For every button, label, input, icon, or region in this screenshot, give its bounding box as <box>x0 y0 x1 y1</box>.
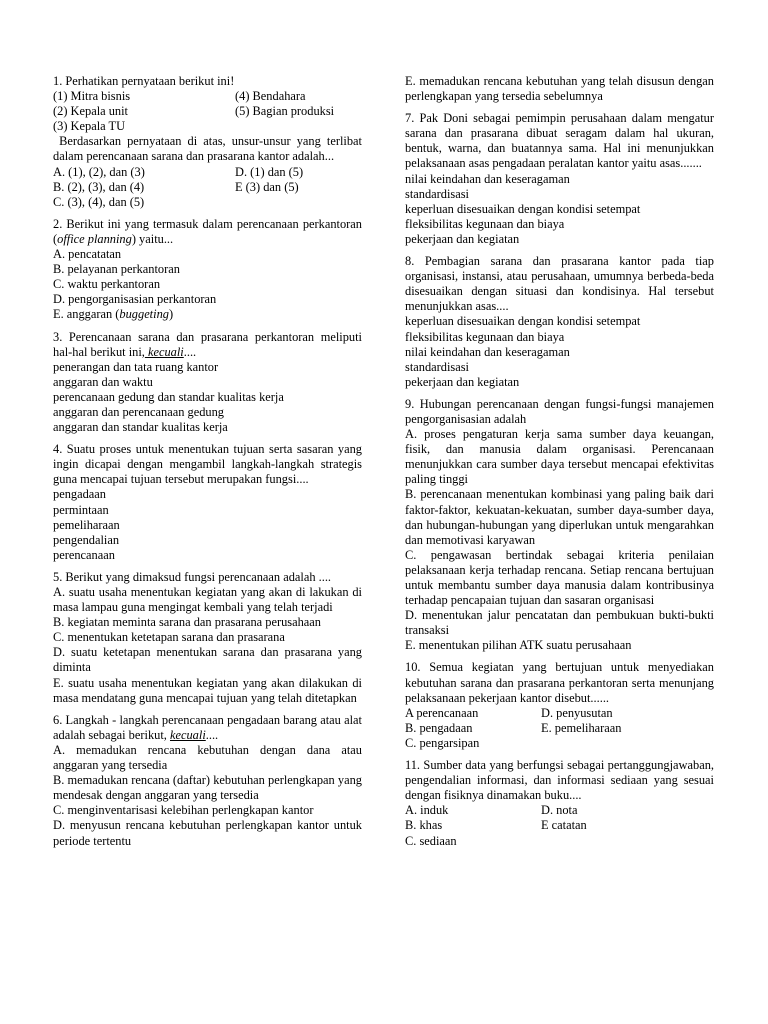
option-text: E. anggaran ( <box>53 307 120 322</box>
option-item: D. pengorganisasian perkantoran <box>53 292 217 307</box>
stem-text: .... <box>183 344 197 359</box>
question-6 <box>53 713 362 849</box>
option-item: D. menyusun rencana kebutuhan perlengkapan kantor untuk periode tertentu <box>53 818 362 848</box>
option-item: C. menentukan ketetapan sarana dan prasarana <box>53 630 285 645</box>
question-8 <box>405 254 714 390</box>
question-stem: 8. Pembagian sarana dan prasarana kantor pada tiap organisasi, instansi, atau perusahaan, umumnya berbeda-beda disesuaikan dengan situasi dan kondisinya. Hal tersebut menunjukkan asas.... <box>405 254 714 314</box>
option-item: anggaran dan standar kualitas kerja <box>53 420 228 435</box>
option-item: perencanaan <box>53 547 115 562</box>
option-item: D. nota <box>541 803 578 818</box>
option-item: B. memadukan rencana (daftar) kebutuhan perlengkapan yang mendesak dengan anggaran yang tersedia <box>53 773 362 803</box>
left-column <box>53 74 366 856</box>
question-stem <box>53 330 362 360</box>
option-item <box>541 736 714 751</box>
option-item: pekerjaan dan kegiatan <box>405 231 520 246</box>
option-item: nilai keindahan dan keseragaman <box>405 344 570 359</box>
option-item: pekerjaan dan kegiatan <box>405 374 520 389</box>
option-item: E. pemeliharaan <box>541 720 622 735</box>
option-item: pengadaan <box>53 487 106 502</box>
option-item: A. suatu usaha menentukan kegiatan yang akan di lakukan di masa lampau guna mengingat kembali yang telah terjadi <box>53 585 362 615</box>
option-item: A. (1), (2), dan (3) <box>53 164 145 179</box>
option-item: pemeliharaan <box>53 517 120 532</box>
option-item: E. memadukan rencana kebutuhan yang telah disusun dengan perlengkapan yang tersedia sebelumnya <box>405 74 714 104</box>
question-11 <box>405 758 714 849</box>
option-item: B. khas <box>405 818 443 833</box>
question-7 <box>405 111 714 247</box>
option-item: perencanaan gedung dan standar kualitas kerja <box>53 389 284 404</box>
stem-italic-term: office planning <box>57 231 132 246</box>
option-item: C. (3), (4), dan (5) <box>53 194 145 209</box>
question-stem: 7. Pak Doni sebagai pemimpin perusahaan dalam mengatur sarana dan prasarana dibuat seragam dalam hal ukuran, bentuk, warna, dan buatannya sama. Hal ini menunjukkan pelaksanaan asas pengadaan peralatan kantor yaitu asas....... <box>405 111 714 171</box>
option-item: E. menentukan pilihan ATK suatu perusahaan <box>405 638 632 653</box>
option-item: D. suatu ketetapan menentukan sarana dan prasarana yang diminta <box>53 645 362 675</box>
statement-item: (4) Bendahara <box>235 89 306 104</box>
option-item: C. pengawasan bertindak sebagai kriteria penilaian pelaksanaan kerja terhadap rencana. Setiap rencana bertujuan untuk membantu sumber daya manusia dalam kontribusinya terhadap pencapaian tujuan dan sasaran organisasi <box>405 547 714 608</box>
stem-text: ) yaitu... <box>131 231 174 246</box>
statement-list <box>53 89 362 134</box>
question-4 <box>53 442 362 563</box>
option-item: keperluan disesuaikan dengan kondisi setempat <box>405 314 641 329</box>
option-item: A. proses pengaturan kerja sama sumber daya keuangan, fisik, dan manusia dalam organisasi. Perencanaan menunjukkan cara sumber daya tersebut mencapai efektivitas paling tinggi <box>405 427 714 487</box>
option-item: nilai keindahan dan keseragaman <box>405 171 570 186</box>
option-item: B. (2), (3), dan (4) <box>53 179 145 194</box>
question-stem: 11. Sumber data yang berfungsi sebagai pertanggungjawaban, pengendalian informasi, dan informasi sediaan yang sesuai dengan fisiknya dinamakan buku.... <box>405 758 714 803</box>
question-3 <box>53 330 362 436</box>
question-stem: 4. Suatu proses untuk menentukan tujuan serta sasaran yang ingin dicapai dengan mengambil langkah-langkah strategis guna mencapai tujuan tersebut merupakan fungsi.... <box>53 442 362 487</box>
question-9 <box>405 397 714 654</box>
statement-item <box>235 119 362 134</box>
option-text: ) <box>168 307 174 322</box>
option-item: fleksibilitas kegunaan dan biaya <box>405 216 565 231</box>
option-item: pengendalian <box>53 532 120 547</box>
option-item: D. penyusutan <box>541 705 613 720</box>
option-item <box>235 195 362 210</box>
option-item: D. menentukan jalur pencatatan dan pembukuan bukti-bukti transaksi <box>405 608 714 638</box>
option-item: anggaran dan perencanaan gedung <box>53 404 224 419</box>
option-item: B. pelayanan perkantoran <box>53 262 180 277</box>
option-item: keperluan disesuaikan dengan kondisi setempat <box>405 201 641 216</box>
right-column <box>405 74 714 856</box>
option-list <box>405 706 714 751</box>
option-item: A perencanaan <box>405 705 479 720</box>
option-item: D. (1) dan (5) <box>235 164 304 179</box>
stem-text: 6. Langkah - langkah perencanaan pengadaan barang atau alat adalah sebagai berikut, <box>53 712 362 742</box>
question-stem: 1. Perhatikan pernyataan berikut ini! <box>53 74 235 88</box>
question-stem: 10. Semua kegiatan yang bertujuan untuk menyediakan kebutuhan sarana dan prasarana perkantoran serta menunjang pelaksanaan pekerjaan kantor disebut...... <box>405 660 714 705</box>
option-item: B. perencanaan menentukan kombinasi yang paling baik dari faktor-faktor, kekuatan-kekuatan, sumber daya-sumber daya, dan hubungan-hubungan yang diperlukan untuk mengarahkan dan memotivasi karyawan <box>405 487 714 547</box>
option-item: A. pencatatan <box>53 247 122 262</box>
option-item: penerangan dan tata ruang kantor <box>53 359 219 374</box>
option-list <box>405 803 714 848</box>
question-stem: 5. Berikut yang dimaksud fungsi perencanaan adalah .... <box>53 569 332 584</box>
option-item <box>541 834 714 849</box>
option-item: C. sediaan <box>405 833 457 848</box>
stem-underlined-term: kecuali <box>169 727 206 742</box>
question-body: Berdasarkan pernyataan di atas, unsur-unsur yang terlibat dalam perencanaan sarana dan prasarana kantor adalah... <box>53 134 366 164</box>
statement-item: (3) Kepala TU <box>53 119 126 134</box>
option-item: A. induk <box>405 803 449 818</box>
stem-text: 2. Berikut ini yang termasuk dalam perencanaan perkantoran ( <box>53 216 362 246</box>
option-item: standardisasi <box>405 186 470 201</box>
option-item: standardisasi <box>405 359 470 374</box>
option-item: C. pengarsipan <box>405 735 480 750</box>
statement-item: (5) Bagian produksi <box>235 104 335 119</box>
question-stem <box>53 217 362 247</box>
option-item: anggaran dan waktu <box>53 374 153 389</box>
question-stem: 9. Hubungan perencanaan dengan fungsi-fungsi manajemen pengorganisasian adalah <box>405 396 714 426</box>
option-italic-term: buggeting <box>119 307 169 322</box>
statement-item: (1) Mitra bisnis <box>53 89 131 104</box>
option-item: E (3) dan (5) <box>235 179 299 194</box>
stem-text: 3. Perencanaan sarana dan prasarana perkantoran meliputi hal-hal berikut ini, <box>53 329 362 359</box>
stem-underlined-term: kecuali <box>144 344 184 359</box>
option-item: permintaan <box>53 502 109 517</box>
option-item: B. pengadaan <box>405 720 473 735</box>
option-item: A. memadukan rencana kebutuhan dengan dana atau anggaran yang tersedia <box>53 742 362 773</box>
question-2 <box>53 217 362 323</box>
option-item: C. waktu perkantoran <box>53 277 161 292</box>
option-item: B. kegiatan meminta sarana dan prasarana perusahaan <box>53 615 321 630</box>
question-10 <box>405 660 714 751</box>
question-5 <box>53 570 362 706</box>
statement-item: (2) Kepala unit <box>53 104 129 119</box>
option-item: E. suatu usaha menentukan kegiatan yang akan dilakukan di masa mendatang guna mencapai tujuan yang telah ditetapkan <box>53 675 362 705</box>
question-stem <box>53 713 362 743</box>
question-1 <box>53 74 366 210</box>
option-item: C. menginventarisasi kelebihan perlengkapan kantor <box>53 803 314 818</box>
question-6-continued <box>405 74 714 104</box>
stem-text: .... <box>205 727 219 742</box>
option-item <box>53 307 362 322</box>
option-item: E catatan <box>541 818 587 833</box>
option-item: fleksibilitas kegunaan dan biaya <box>405 329 565 344</box>
option-list <box>53 165 362 210</box>
